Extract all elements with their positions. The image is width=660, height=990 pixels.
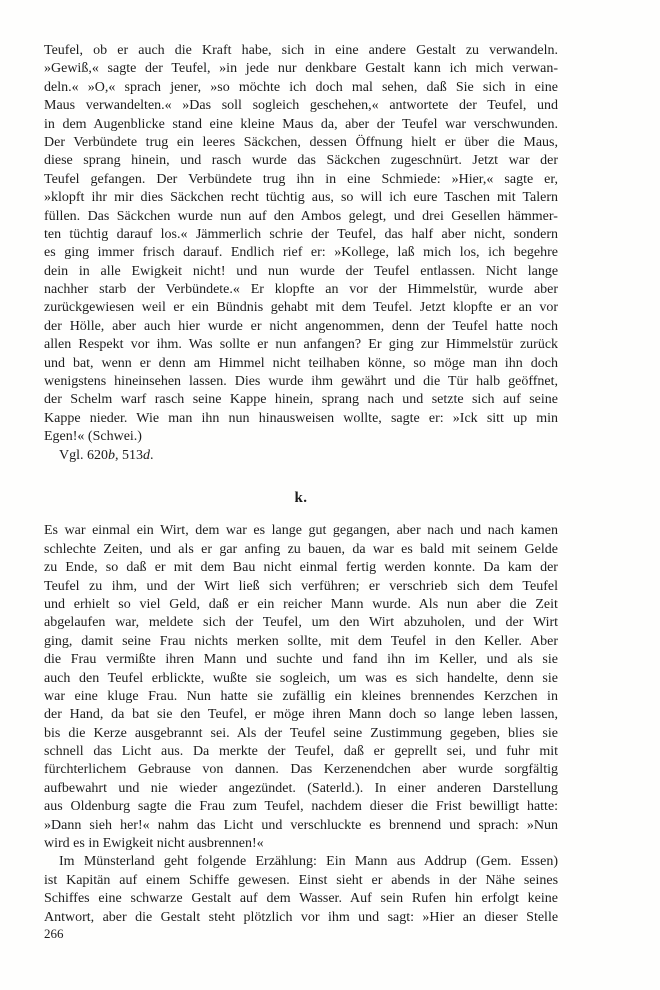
text-line bbox=[44, 97, 558, 115]
text-line-content: schnell das Licht aus. Da merkte der Teufel, daß er geprellt sei, und fuhr mit bbox=[44, 744, 559, 760]
reference-text: Vgl. 620 bbox=[59, 447, 108, 463]
text-line bbox=[44, 428, 558, 446]
text-line bbox=[44, 909, 558, 927]
text-line-content: abgelaufen war, meldete sich der Teufel, um den Wirt abzuholen, und der Wirt bbox=[44, 615, 559, 631]
text-line-content: diese sprang hinein, und rasch wurde das Säckchen zugeschnürt. Jetzt war der bbox=[44, 153, 559, 169]
text-line bbox=[44, 226, 558, 244]
text-line bbox=[44, 651, 558, 669]
text-line bbox=[44, 60, 558, 78]
text-line-content: der Hölle, aber auch hier wurde er nicht angenommen, denn der Teufel hatte noch bbox=[44, 318, 559, 334]
page-body bbox=[44, 42, 558, 927]
text-line-content: Egen!« (Schwei.) bbox=[44, 429, 142, 445]
text-line bbox=[44, 559, 558, 577]
text-line bbox=[44, 208, 558, 226]
reference-text: . bbox=[150, 447, 154, 463]
text-line bbox=[44, 152, 558, 170]
text-line bbox=[44, 373, 558, 391]
text-line-content: »Gewiß,« sagte der Teufel, »in jede nur denkbare Gestalt kann ich mich verwan- bbox=[44, 61, 559, 77]
text-line bbox=[44, 42, 558, 60]
text-line-content: »klopft ihr mir dies Säckchen recht tüchtig aus, so will ich eure Taschen mit Talern bbox=[44, 190, 559, 206]
text-line bbox=[44, 189, 558, 207]
text-line-content: bis die Kerze ausgebrannt sei. Als der Teufel seine Zustimmung gegeben, blies sie bbox=[44, 725, 558, 741]
text-line bbox=[44, 522, 558, 540]
text-line bbox=[44, 817, 558, 835]
text-line-content: Der Verbündete trug ein leeres Säckchen, dessen Öffnung hielt er über die Maus, bbox=[44, 134, 558, 150]
text-line-content: in dem Augenblicke stand eine kleine Maus da, aber der Teufel war verschwunden. bbox=[44, 116, 558, 132]
paragraph bbox=[44, 853, 558, 927]
text-line-content: ten tüchtig darauf los.« Jämmerlich schrie der Teufel, das half aber nicht, sondern bbox=[44, 226, 559, 242]
text-line-content: war eine kluge Frau. Nun hatte sie zufällig ein kleines brennendes Kerzchen in bbox=[44, 688, 558, 704]
text-line bbox=[44, 670, 558, 688]
text-line bbox=[44, 761, 558, 779]
text-line-content: Schiffes eine schwarze Gestalt auf dem Wasser. Auf sein Rufen hin erfolgt keine bbox=[44, 891, 558, 907]
text-line-content: Kappe nieder. Wie man ihn nun hinausweisen wollte, sagte er: »Ick sitt up min bbox=[44, 410, 559, 426]
text-line bbox=[44, 410, 558, 428]
text-line-content: ist Kapitän auf einem Schiffe gewesen. Einst sieht er abends in der Nähe seines bbox=[44, 872, 559, 888]
text-line-content: deln.« »O,« sprach jener, »so möchte ich doch mal sehen, daß Sie sich in eine bbox=[44, 79, 558, 95]
text-line bbox=[44, 578, 558, 596]
text-line-content: dein in alle Ewigkeit nicht! und nun wurde der Teufel entlassen. Nicht lange bbox=[44, 263, 559, 279]
text-line-content: allen Respekt vor ihm. Was sollte er nun anfangen? Er ging zur Himmelstür zurück bbox=[44, 337, 559, 353]
text-line-content: wird es in Ewigkeit nicht ausbrennen!« bbox=[44, 836, 264, 852]
text-line bbox=[44, 79, 558, 97]
text-line bbox=[44, 596, 558, 614]
page-number: 266 bbox=[44, 926, 64, 941]
text-line-content: aufbewahrt und nie wieder angezündet. (Saterld.). In einer anderen Darstellung bbox=[44, 780, 558, 796]
text-line-content: ging, damit seine Frau nichts merken sollte, mit dem Teufel in den Keller. Aber bbox=[44, 633, 559, 649]
text-line bbox=[44, 743, 558, 761]
text-line-content: schlechte Zeiten, und als er gar anfing zu bauen, da war es bald mit seinem Gelde bbox=[44, 541, 558, 557]
text-line-content: füllen. Das Säckchen wurde nun auf den Ambos gelegt, und drei Gesellen hämmer- bbox=[44, 208, 558, 224]
text-line-content: und erhielt so viel Geld, daß er ein reicher Mann wurde. Als nun aber die Zeit bbox=[44, 596, 558, 612]
text-line bbox=[44, 336, 558, 354]
text-line bbox=[44, 890, 558, 908]
text-line-content: nachher starb der Verbündete.« Er klopfte an vor der Himmelstür, wurde aber bbox=[44, 282, 559, 298]
section-heading: k. bbox=[294, 489, 308, 506]
text-line bbox=[44, 263, 558, 281]
text-line bbox=[44, 171, 558, 189]
text-line-content: auch den Teufel erblickte, wußte sie sogleich, um was es sich handelte, denn sie bbox=[44, 670, 558, 686]
text-line-content: Teufel, ob er auch die Kraft habe, sich in eine andere Gestalt zu verwandeln. bbox=[44, 43, 558, 58]
text-line-content: die Frau vermißte ihren Mann und suchte und fand ihn im Keller, und als sie bbox=[44, 652, 558, 668]
text-line bbox=[44, 872, 558, 890]
text-line-content: Teufel gefangen. Der Verbündete trug ihn in eine Schmiede: »Hier,« sagte er, bbox=[44, 171, 558, 187]
text-line bbox=[44, 134, 558, 152]
text-line bbox=[44, 355, 558, 373]
text-line bbox=[44, 244, 558, 262]
reference-line bbox=[59, 447, 558, 465]
text-line-content: wenigstens hineinsehen lassen. Dies wurde ihm gewährt und die Tür halb geöffnet, bbox=[44, 374, 559, 390]
text-line bbox=[44, 281, 558, 299]
text-line bbox=[44, 116, 558, 134]
text-line-content: Maus verwandelten.« »Das soll sogleich geschehen,« antwortete der Teufel, und bbox=[44, 98, 558, 114]
reference-text: b bbox=[108, 447, 115, 463]
text-line-content: zu Ende, so daß er mit dem Bau nicht einmal fertig werden konnte. Da kam der bbox=[44, 560, 558, 576]
text-line-content: Teufel zu ihm, und der Wirt ließ sich verführen; er verschrieb sich dem Teufel bbox=[44, 578, 558, 594]
paragraph bbox=[44, 42, 558, 447]
text-line bbox=[44, 835, 558, 853]
text-line bbox=[44, 706, 558, 724]
text-line bbox=[44, 633, 558, 651]
text-line bbox=[44, 688, 558, 706]
reference-text: d bbox=[143, 447, 150, 463]
text-line-content: Antwort, aber die Gestalt steht plötzlich vor ihm und sagt: »Hier an dieser Stelle bbox=[44, 909, 559, 925]
text-line bbox=[44, 780, 558, 798]
reference-text: , 513 bbox=[115, 447, 143, 463]
text-line bbox=[44, 541, 558, 559]
text-line bbox=[44, 614, 558, 632]
text-line-content: »Dann sieh her!« nahm das Licht und verschluckte es brennend und sprach: »Nun bbox=[44, 817, 558, 833]
text-line bbox=[44, 391, 558, 409]
text-line bbox=[44, 299, 558, 317]
text-line bbox=[44, 725, 558, 743]
text-line-content: und bat, wenn er denn am Himmel nicht teilhaben könne, so möge man ihn doch bbox=[44, 355, 558, 371]
text-line-content: der Schelm warf rasch seine Kappe hinein, sprang nach und setzte sich auf seine bbox=[44, 392, 558, 408]
text-line-content: Im Münsterland geht folgende Erzählung: Ein Mann aus Addrup (Gem. Essen) bbox=[59, 854, 558, 870]
text-line bbox=[59, 853, 558, 871]
text-line bbox=[44, 318, 558, 336]
paragraph bbox=[44, 522, 558, 853]
text-line-content: aus Oldenburg sagte die Frau zum Teufel, nachdem dieser die Frist bewilligt hatte: bbox=[44, 799, 559, 815]
text-line-content: zurückgewiesen weil er ein Bündnis gehabt mit dem Teufel. Jetzt klopfte er an vor bbox=[44, 300, 559, 316]
text-line-content: es ging immer frisch darauf. Endlich rief er: »Kollege, laß mich los, ich begehre bbox=[44, 245, 559, 261]
text-line-content: fürchterlichem Gebrause von dannen. Das Kerzenendchen aber wurde sorgfältig bbox=[44, 762, 558, 778]
text-line-content: der Hand, da bat sie den Teufel, er möge ihren Mann doch so lange leben lassen, bbox=[44, 707, 558, 723]
text-line-content: Es war einmal ein Wirt, dem war es lange gut gegangen, aber nach und nach kamen bbox=[44, 523, 558, 539]
text-line bbox=[44, 798, 558, 816]
